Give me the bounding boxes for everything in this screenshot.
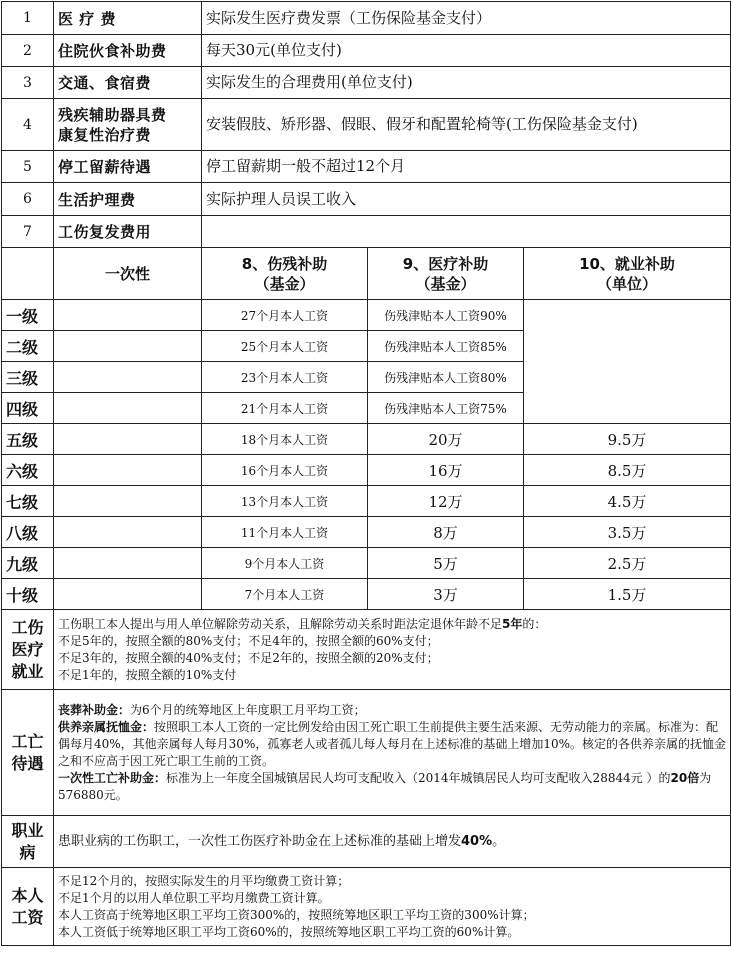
grade-label: 十级	[2, 579, 54, 610]
grade-row	[2, 455, 731, 486]
item-description: 安装假肢、矫形器、假眼、假牙和配置轮椅等(工伤保险基金支付)	[202, 99, 731, 151]
grade-row	[2, 517, 731, 548]
injury-employment-row	[2, 610, 731, 690]
grade-row	[2, 548, 731, 579]
item-number: 7	[2, 216, 54, 248]
item-name: 交通、食宿费	[54, 67, 202, 99]
rule-emphasis: 5年	[502, 616, 523, 631]
side-label-line: 工亡	[11, 731, 44, 751]
rule-text: 。	[492, 834, 506, 849]
item-number: 2	[2, 35, 54, 67]
employment-value: 3.5万	[524, 517, 731, 548]
employment-blank	[524, 300, 731, 424]
grade-blank	[54, 548, 202, 579]
side-label-line: 待遇	[11, 753, 44, 773]
grade-blank	[54, 517, 202, 548]
item-description: 实际发生医疗费发票（工伤保险基金支付）	[202, 2, 731, 35]
grade-label: 六级	[2, 455, 54, 486]
occupational-disease-label	[2, 816, 54, 868]
item-name: 医 疗 费	[54, 2, 202, 35]
medical-value: 8万	[368, 517, 524, 548]
item-description: 实际护理人员误工收入	[202, 183, 731, 216]
header-disability-title: 8、伤残补助	[241, 254, 328, 273]
lump-sum-death	[58, 770, 726, 804]
grade-row	[2, 424, 731, 455]
disability-value: 11个月本人工资	[202, 517, 368, 548]
disability-value: 18个月本人工资	[202, 424, 368, 455]
grade-row	[2, 579, 731, 610]
item-number: 3	[2, 67, 54, 99]
rule-line: 不足12个月的，按照实际发生的月平均缴费工资计算；	[58, 873, 350, 888]
rule-line: 不足5年的，按照全额的80%支付；不足4年的，按照全额的60%支付；	[58, 633, 439, 648]
employment-value: 8.5万	[524, 455, 731, 486]
grade-header-row	[2, 248, 731, 300]
occupational-disease-row	[2, 816, 731, 868]
medical-value: 伤残津贴本人工资90%	[368, 300, 524, 331]
lump-sum-death-label: 一次性工亡补助金：	[58, 770, 167, 785]
header-disability-source: （基金）	[254, 274, 315, 293]
lump-sum-death-emphasis: 20倍	[670, 770, 700, 785]
medical-value: 伤残津贴本人工资80%	[368, 362, 524, 393]
personal-wage-label	[2, 868, 54, 946]
item-name: 工伤复发费用	[54, 216, 202, 248]
grade-header-blank	[2, 248, 54, 300]
medical-value: 伤残津贴本人工资75%	[368, 393, 524, 424]
item-row-4	[2, 99, 731, 151]
grade-blank	[54, 300, 202, 331]
personal-wage-row	[2, 868, 731, 946]
funeral-subsidy-text: 为6个月的统筹地区上年度职工月平均工资；	[130, 702, 366, 717]
injury-employment-label	[2, 610, 54, 690]
side-label-line: 本人	[11, 885, 44, 905]
grade-blank	[54, 393, 202, 424]
dependent-pension-label: 供养亲属抚恤金：	[58, 719, 155, 734]
grade-blank	[54, 424, 202, 455]
disability-value: 7个月本人工资	[202, 579, 368, 610]
funeral-subsidy	[58, 702, 726, 719]
grade-label: 二级	[2, 331, 54, 362]
header-lump-sum: 一次性	[54, 248, 202, 300]
grade-row	[2, 300, 731, 331]
grade-blank	[54, 455, 202, 486]
rule-line: 本人工资高于统筹地区职工平均工资300%的，按照统筹地区职工平均工资的300%计算；	[58, 907, 535, 922]
death-benefits-text	[54, 690, 731, 816]
grade-blank	[54, 362, 202, 393]
side-label-line: 医疗	[11, 639, 44, 659]
medical-value: 伤残津贴本人工资85%	[368, 331, 524, 362]
item-name: 生活护理费	[54, 183, 202, 216]
dependent-pension	[58, 719, 726, 770]
item-name-line1: 残疾辅助器具费	[58, 105, 167, 124]
disability-value: 27个月本人工资	[202, 300, 368, 331]
item-name: 停工留薪待遇	[54, 151, 202, 183]
lump-sum-death-text: 标准为上一年度全国城镇居民人均可支配收入（2014年城镇居民人均可支配收入28844元 ）的	[166, 770, 671, 785]
header-employment	[524, 248, 731, 300]
disability-value: 21个月本人工资	[202, 393, 368, 424]
rule-line	[58, 616, 726, 633]
disability-value: 9个月本人工资	[202, 548, 368, 579]
injury-employment-text	[54, 610, 731, 690]
side-label-line: 病	[19, 842, 36, 862]
header-medical	[368, 248, 524, 300]
grade-label: 七级	[2, 486, 54, 517]
item-number: 6	[2, 183, 54, 216]
item-description: 停工留薪期一般不超过12个月	[202, 151, 731, 183]
item-row-6	[2, 183, 731, 216]
medical-value: 12万	[368, 486, 524, 517]
rule-line: 不足1个月的以用人单位职工平均月缴费工资计算。	[58, 890, 330, 905]
medical-value: 20万	[368, 424, 524, 455]
grade-row	[2, 486, 731, 517]
employment-value: 9.5万	[524, 424, 731, 455]
grade-label: 三级	[2, 362, 54, 393]
rule-text: 的：	[522, 616, 547, 631]
medical-value: 3万	[368, 579, 524, 610]
item-name: 住院伙食补助费	[54, 35, 202, 67]
occupational-disease-text	[54, 816, 731, 868]
medical-value: 16万	[368, 455, 524, 486]
death-benefits-label	[2, 690, 54, 816]
death-benefits-row	[2, 690, 731, 816]
header-medical-title: 9、医疗补助	[402, 254, 489, 273]
grade-label: 一级	[2, 300, 54, 331]
header-employment-title: 10、就业补助	[579, 254, 675, 273]
header-disability	[202, 248, 368, 300]
medical-value: 5万	[368, 548, 524, 579]
rule-line: 不足1年的，按照全额的10%支付	[58, 667, 237, 682]
side-label-line: 工伤	[11, 617, 44, 637]
grade-label: 九级	[2, 548, 54, 579]
employment-value: 1.5万	[524, 579, 731, 610]
header-medical-source: （基金）	[415, 274, 476, 293]
grade-label: 四级	[2, 393, 54, 424]
item-description: 每天30元(单位支付)	[202, 35, 731, 67]
grade-blank	[54, 331, 202, 362]
rule-line: 本人工资低于统筹地区职工平均工资60%的，按照统筹地区职工平均工资的60%计算。	[58, 924, 520, 939]
item-description: 实际发生的合理费用(单位支付)	[202, 67, 731, 99]
item-name-line2: 康复性治疗费	[58, 125, 152, 144]
employment-value: 2.5万	[524, 548, 731, 579]
item-description	[202, 216, 731, 248]
injury-benefits-table	[1, 1, 731, 946]
side-label-line: 工资	[11, 907, 44, 927]
grade-blank	[54, 579, 202, 610]
item-row-2	[2, 35, 731, 67]
rule-text: 工伤职工本人提出与用人单位解除劳动关系，且解除劳动关系时距法定退休年龄不足	[58, 616, 503, 631]
item-row-5	[2, 151, 731, 183]
grade-blank	[54, 486, 202, 517]
item-number: 1	[2, 2, 54, 35]
side-label-line: 就业	[11, 661, 44, 681]
rule-emphasis: 40%	[461, 834, 493, 849]
personal-wage-text	[54, 868, 731, 946]
header-employment-source: （单位）	[597, 274, 658, 293]
lump-sum-death-text: 为576880元。	[58, 770, 712, 802]
disability-value: 13个月本人工资	[202, 486, 368, 517]
funeral-subsidy-label: 丧葬补助金：	[58, 702, 131, 717]
item-number: 5	[2, 151, 54, 183]
dependent-pension-text: 按照职工本人工资的一定比例发给由因工死亡职工生前提供主要生活来源、无劳动能力的亲属。标准为：配偶每月40%，其他亲属每人每月30%，孤寡老人或者孤儿每人每月在上述标准的基础上增加10%。核定的各供养亲属的抚恤金之和不应高于因工死亡职工生前的工资。	[58, 719, 727, 768]
disability-value: 25个月本人工资	[202, 331, 368, 362]
grade-label: 八级	[2, 517, 54, 548]
employment-value: 4.5万	[524, 486, 731, 517]
disability-value: 16个月本人工资	[202, 455, 368, 486]
item-number: 4	[2, 99, 54, 151]
grade-label: 五级	[2, 424, 54, 455]
item-row-1	[2, 2, 731, 35]
item-row-3	[2, 67, 731, 99]
disability-value: 23个月本人工资	[202, 362, 368, 393]
side-label-line: 职业	[11, 820, 44, 840]
item-name	[54, 99, 202, 151]
rule-text: 患职业病的工伤职工，一次性工伤医疗补助金在上述标准的基础上增发	[58, 834, 462, 849]
item-row-7	[2, 216, 731, 248]
rule-line: 不足3年的，按照全额的40%支付；不足2年的，按照全额的20%支付；	[58, 650, 439, 665]
